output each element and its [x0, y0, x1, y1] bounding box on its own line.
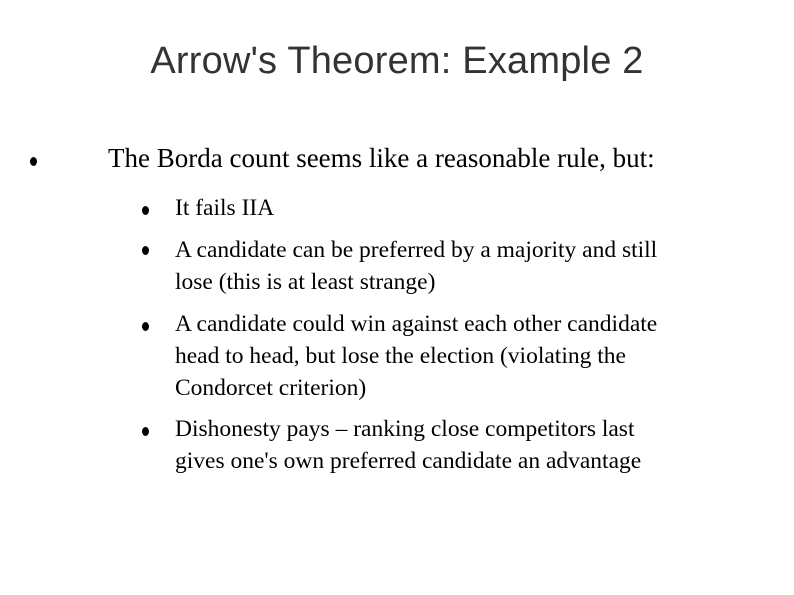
sub-bullet-icon: [142, 427, 149, 436]
bullet-icon: [30, 157, 37, 166]
sub-bullet-3-line-3: Condorcet criterion): [175, 375, 367, 401]
sub-bullet-icon: [142, 322, 149, 331]
sub-bullet-2-line-1: A candidate can be preferred by a majority and still: [175, 237, 658, 263]
sub-bullet-2: [175, 234, 657, 298]
sub-bullet-3: [175, 308, 657, 404]
sub-bullet-4: [175, 413, 641, 477]
sub-bullet-3-line-1: A candidate could win against each other candidate: [175, 311, 658, 337]
sub-bullet-4-line-2: gives one's own preferred candidate an advantage: [175, 448, 642, 474]
sub-bullet-4-line-1: Dishonesty pays – ranking close competitors last: [175, 416, 635, 442]
sub-bullet-icon: [142, 246, 149, 255]
main-bullet-text: The Borda count seems like a reasonable rule, but:: [108, 143, 655, 173]
slide-title: Arrow's Theorem: Example 2: [150, 40, 644, 82]
sub-bullet-3-line-2: head to head, but lose the election (violating the: [175, 343, 626, 369]
sub-bullet-icon: [142, 206, 149, 215]
sub-bullet-1-line-1: It fails IIA: [175, 195, 275, 221]
sub-bullet-1: [175, 192, 274, 224]
sub-bullet-2-line-2: lose (this is at least strange): [175, 269, 436, 295]
